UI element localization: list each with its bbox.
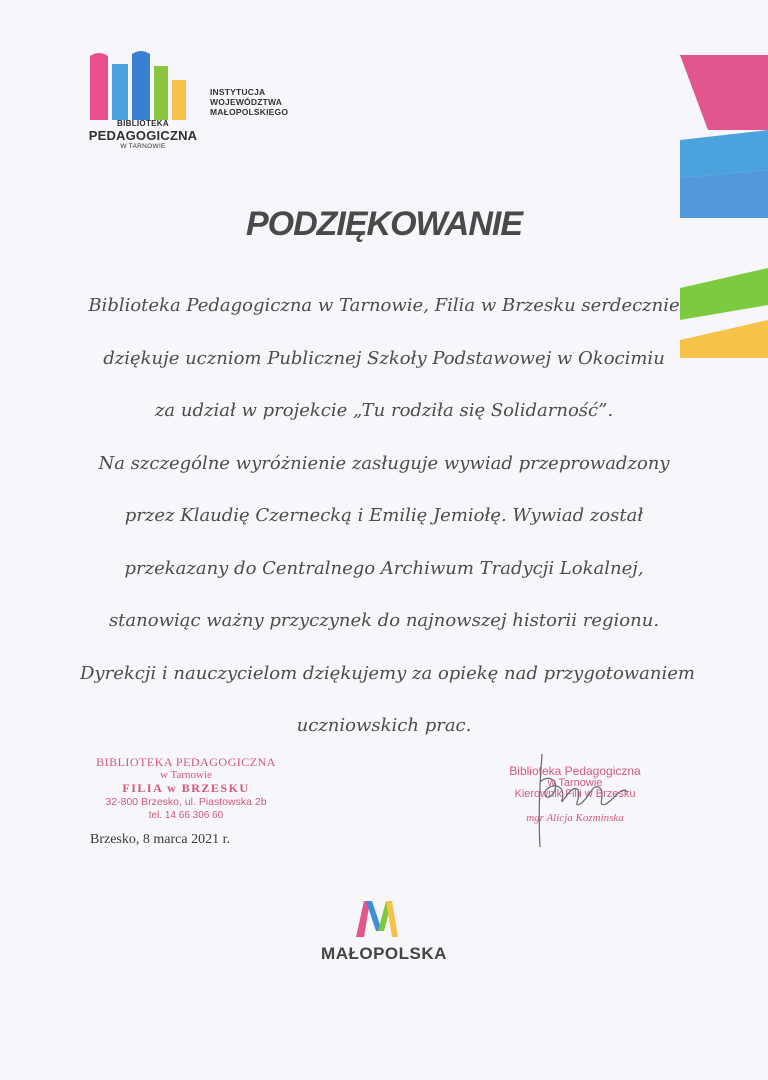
body-line: dziękuje uczniom Publicznej Szkoły Podstawowej w Okocimiu	[103, 347, 665, 369]
institution-line-1: INSTYTUCJA	[210, 87, 266, 97]
stamp-line-3: FILIA w BRZESKU	[122, 781, 250, 795]
signature-icon	[520, 752, 660, 852]
library-logo-text	[88, 120, 198, 151]
stamp-line-5: tel. 14 66 306 60	[148, 809, 224, 821]
body-line: uczniowskich prac.	[296, 715, 472, 736]
body-line: za udział w projekcie „Tu rodziła się Solidarność”.	[154, 400, 614, 421]
document-body	[80, 280, 695, 753]
malopolska-brand: MAŁOPOLSKA	[321, 944, 447, 963]
body-line: przekazany do Centralnego Archiwum Tradycji Lokalnej,	[124, 557, 644, 579]
document-date: Brzesko, 8 marca 2021 r.	[90, 832, 230, 847]
malopolska-logo-icon	[354, 895, 400, 939]
stamp-right-line-2: w Tarnowie	[547, 776, 603, 789]
institution-line-3: MAŁOPOLSKIEGO	[210, 107, 289, 117]
institution-label	[210, 87, 288, 117]
stamp-line-2: w Tarnowie	[160, 769, 212, 781]
stamp-right-line-1: Biblioteka Pedagogiczna	[509, 764, 641, 778]
logo-line-1: BIBLIOTEKA	[117, 119, 169, 128]
stamp-line-4: 32-800 Brzesko, ul. Piastowska 2b	[105, 796, 267, 808]
body-line: Dyrekcji i nauczycielom dziękujemy za opiekę nad przygotowaniem	[80, 662, 695, 684]
logo-line-3: W TARNOWIE	[120, 143, 166, 150]
body-line: Na szczególne wyróżnienie zasługuje wywiad przeprowadzony	[98, 452, 670, 474]
institution-line-2: WOJEWÓDZTWA	[210, 97, 283, 107]
library-logo-books-icon	[88, 50, 188, 120]
stamp-line-1: BIBLIOTEKA PEDAGOGICZNA	[96, 755, 276, 769]
stamp-right-line-4: mgr Alicja Kozminska	[526, 811, 624, 824]
library-stamp	[86, 756, 286, 821]
body-line: Biblioteka Pedagogiczna w Tarnowie, Filia w Brzesku serdecznie	[88, 295, 680, 316]
body-line: stanowiąc ważny przyczynek do najnowszej historii regionu.	[108, 610, 660, 631]
stamp-right-line-3: Kierownik Filii w Brzesku	[514, 788, 636, 801]
body-line: przez Klaudię Czernecką i Emilię Jemiołę. Wywiad został	[124, 505, 644, 526]
logo-line-2: PEDAGOGICZNA	[88, 128, 198, 143]
document-title: PODZIĘKOWANIE	[245, 205, 523, 243]
